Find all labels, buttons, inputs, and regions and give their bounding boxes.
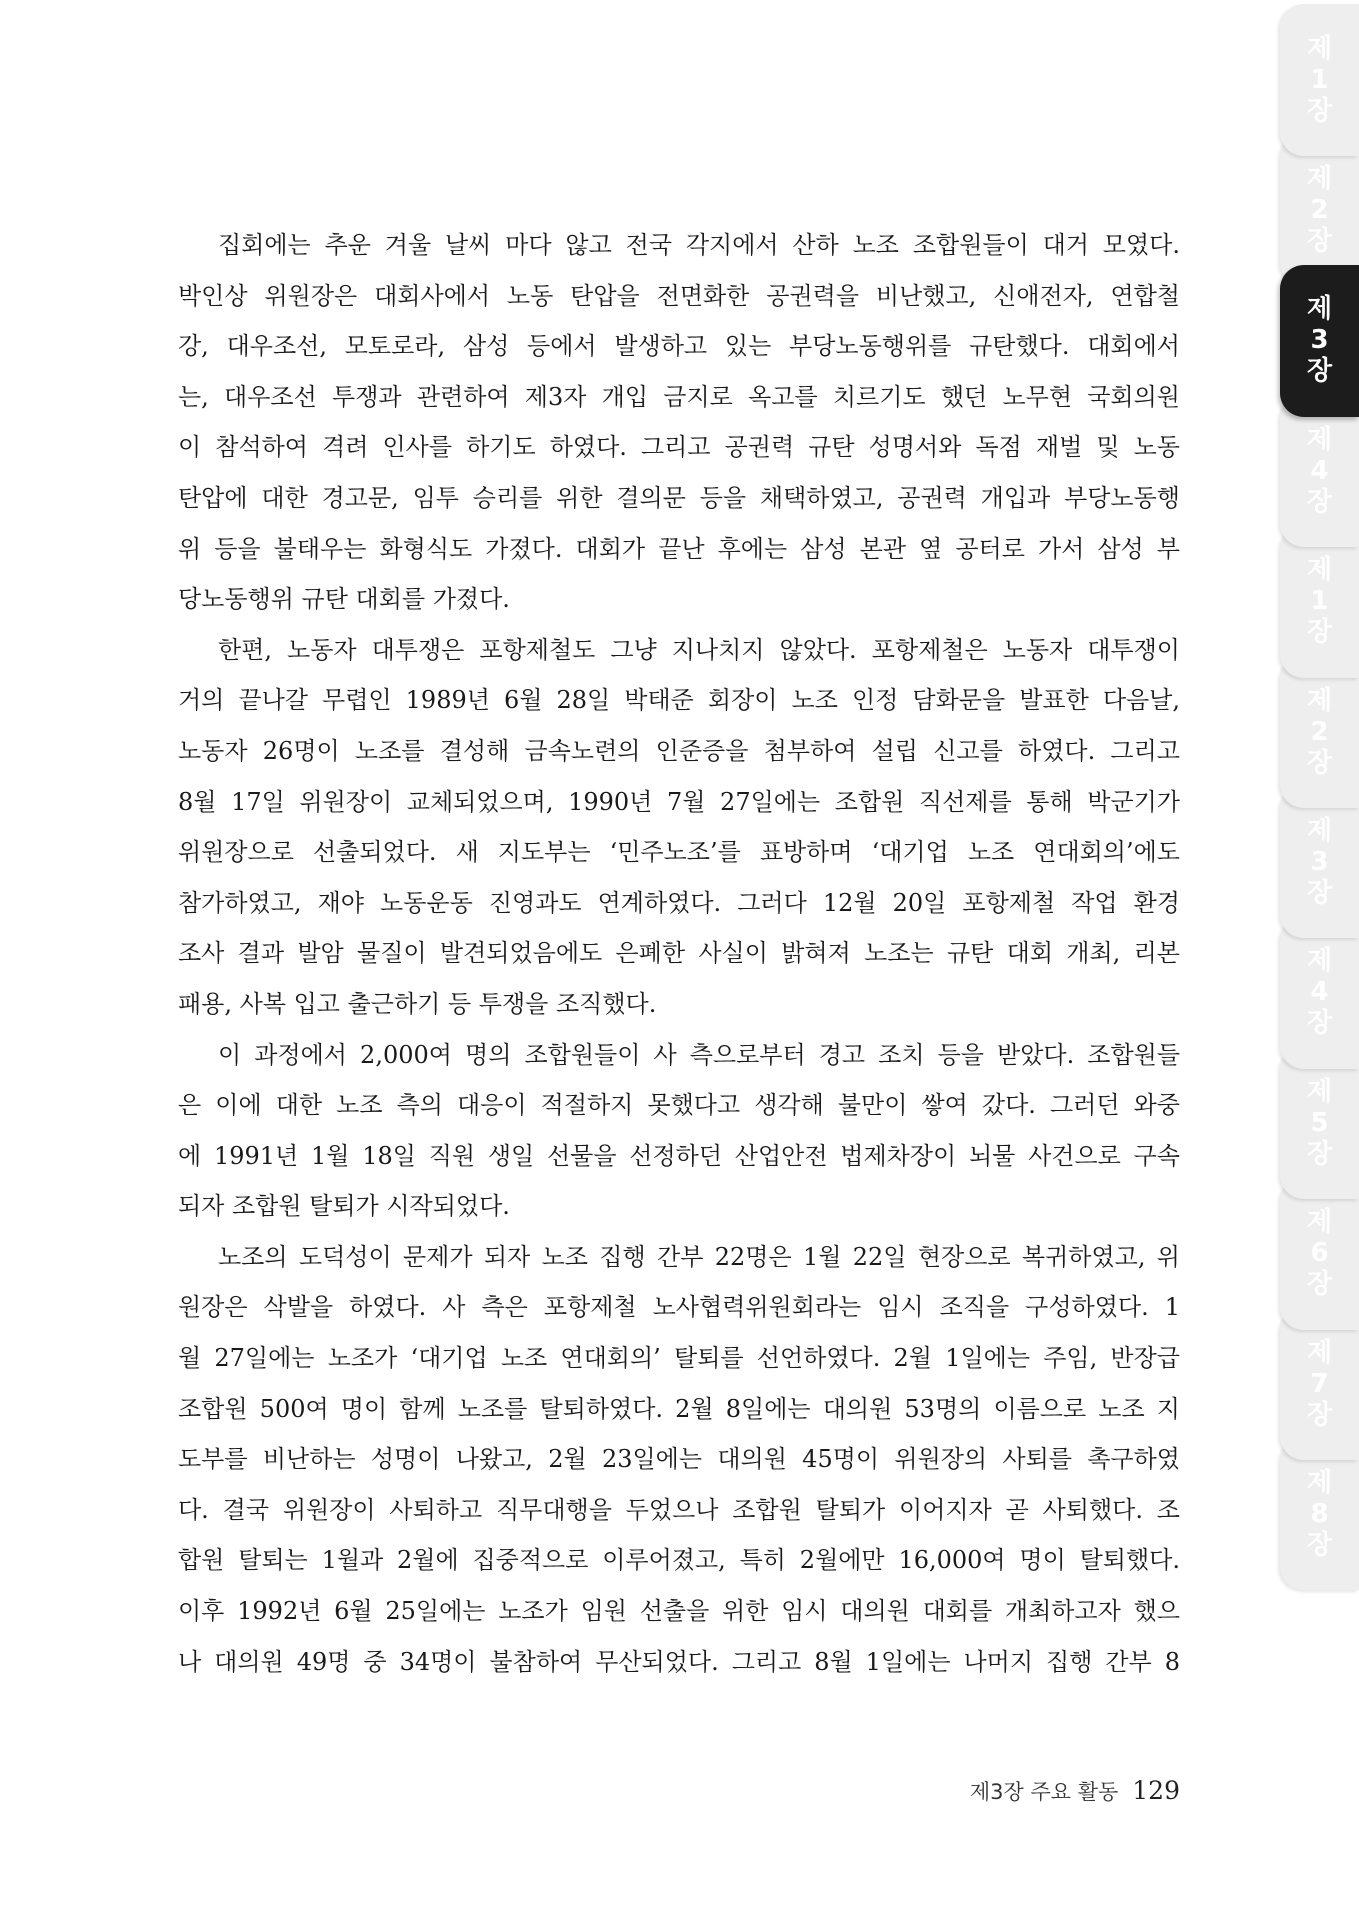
chapter-tab-char: 5 [1310, 1107, 1329, 1138]
text-line: 에 1991년 1월 18일 직원 생일 선물을 선정하던 산업안전 법제차장이 뇌물 사건으로 구속 [178, 1141, 1180, 1170]
chapter-tab-char: 4 [1310, 977, 1329, 1008]
chapter-tab-char: 3 [1310, 846, 1329, 877]
chapter-tab-char: 장 [1306, 617, 1333, 648]
chapter-tab-char: 제 [1306, 1467, 1333, 1498]
text-line: 한편, 노동자 대투쟁은 포항제철도 그냥 지나치지 않았다. 포항제철은 노동자 대투쟁이 [218, 635, 1180, 664]
body-text [178, 220, 1180, 1687]
text-line: 거의 끝나갈 무렵인 1989년 6월 28일 박태준 회장이 노조 인정 담화문을 발표한 다음날, [178, 686, 1180, 715]
text-line: 노동자 26명이 노조를 결성해 금속노련의 인준증을 첨부하여 설립 신고를 하였다. 그리고 [178, 736, 1180, 765]
text-line: 는, 대우조선 투쟁과 관련하여 제3자 개입 금지로 옥고를 치르기도 했던 노무현 국회의원 [178, 382, 1180, 411]
chapter-tabs [1280, 0, 1359, 1920]
text-line: 집회에는 추운 겨울 날씨 마다 않고 전국 각지에서 산하 노조 조합원들이 대거 모였다. [218, 231, 1180, 259]
text-line: 박인상 위원장은 대회사에서 노동 탄압을 전면화한 공권력을 비난했고, 신애전자, 연합철 [178, 281, 1180, 310]
chapter-tab-char: 제 [1306, 946, 1333, 977]
chapter-tab-char: 제 [1306, 1207, 1333, 1238]
chapter-tab-char: 장 [1306, 486, 1333, 517]
chapter-tab-char: 장 [1306, 1008, 1333, 1039]
chapter-tab-char: 장 [1306, 225, 1333, 256]
chapter-tab-7[interactable] [1280, 786, 1359, 938]
chapter-tab-char: 장 [1306, 1138, 1333, 1169]
chapter-tab-5[interactable] [1280, 526, 1359, 678]
chapter-tab-char: 장 [1306, 356, 1333, 387]
text-line: 은 이에 대한 노조 측의 대응이 적절하지 못했다고 생각해 불만이 쌓여 갔다. 그러던 와중 [178, 1091, 1180, 1120]
page-footer [840, 1776, 1180, 1806]
chapter-tab-char: 장 [1306, 1529, 1333, 1560]
chapter-tab-2[interactable] [1280, 134, 1359, 286]
chapter-tab-char: 제 [1306, 1337, 1333, 1368]
chapter-tab-char: 장 [1306, 1399, 1333, 1430]
chapter-tab-char: 8 [1310, 1498, 1329, 1529]
text-line: 도부를 비난하는 성명이 나왔고, 2월 23일에는 대의원 45명이 위원장의 사퇴를 촉구하였 [178, 1445, 1180, 1474]
text-line: 패용, 사복 입고 출근하기 등 투쟁을 조직했다. [178, 989, 657, 1018]
text-line: 되자 조합원 탈퇴가 시작되었다. [178, 1192, 510, 1221]
text-line: 탄압에 대한 경고문, 임투 승리를 위한 결의문 등을 채택하였고, 공권력 개입과 부당노동행 [178, 483, 1180, 512]
chapter-tab-char: 제 [1306, 294, 1333, 325]
chapter-tab-char: 7 [1310, 1368, 1329, 1399]
text-line: 위 등을 불태우는 화형식도 가졌다. 대회가 끝난 후에는 삼성 본관 옆 공터로 가서 삼성 부 [178, 534, 1180, 563]
chapter-tab-9[interactable] [1280, 1047, 1359, 1199]
text-line: 이후 1992년 6월 25일에는 노조가 임원 선출을 위한 임시 대의원 대회를 개최하고자 했으 [178, 1597, 1180, 1626]
text-line: 당노동행위 규탄 대회를 가졌다. [178, 585, 510, 614]
chapter-tab-char: 제 [1306, 163, 1333, 194]
text-line: 월 27일에는 노조가 ‘대기업 노조 연대회의’ 탈퇴를 선언하였다. 2월 1일에는 주임, 반장급 [178, 1344, 1180, 1373]
chapter-tab-char: 6 [1310, 1238, 1329, 1269]
chapter-tab-char: 제 [1306, 1076, 1333, 1107]
chapter-tab-char: 3 [1310, 325, 1329, 356]
chapter-tab-char: 제 [1306, 815, 1333, 846]
chapter-tab-char: 장 [1306, 747, 1333, 778]
chapter-tab-char: 장 [1306, 1269, 1333, 1300]
chapter-tab-1[interactable] [1280, 4, 1359, 156]
text-line: 참가하였고, 재야 노동운동 진영과도 연계하였다. 그러다 12월 20일 포항제철 작업 환경 [178, 888, 1180, 917]
chapter-tab-char: 1 [1310, 64, 1329, 95]
chapter-tab-12[interactable] [1280, 1438, 1359, 1590]
chapter-tab-4[interactable] [1280, 395, 1359, 547]
chapter-tab-char: 제 [1306, 33, 1333, 64]
chapter-tab-6[interactable] [1280, 656, 1359, 808]
chapter-tab-char: 제 [1306, 555, 1333, 586]
chapter-tab-8[interactable] [1280, 917, 1359, 1069]
chapter-tab-char: 4 [1310, 455, 1329, 486]
text-line: 원장은 삭발을 하였다. 사 측은 포항제철 노사협력위원회라는 임시 조직을 구성하였다. 1 [178, 1293, 1180, 1322]
text-line: 합원 탈퇴는 1월과 2월에 집중적으로 이루어졌고, 특히 2월에만 16,000여 명이 탈퇴했다. [178, 1546, 1180, 1575]
text-line: 조사 결과 발암 물질이 발견되었음에도 은폐한 사실이 밝혀져 노조는 규탄 대회 개최, 리본 [178, 939, 1180, 968]
text-line: 다. 결국 위원장이 사퇴하고 직무대행을 두었으나 조합원 탈퇴가 이어지자 곧 사퇴했다. 조 [178, 1495, 1180, 1524]
text-line: 위원장으로 선출되었다. 새 지도부는 ‘민주노조’를 표방하며 ‘대기업 노조 연대회의’에도 [178, 838, 1180, 867]
chapter-tab-char: 1 [1310, 586, 1329, 617]
chapter-tab-char: 2 [1310, 194, 1329, 225]
text-line: 강, 대우조선, 모토로라, 삼성 등에서 발생하고 있는 부당노동행위를 규탄했다. 대회에서 [178, 332, 1180, 361]
text-line: 이 참석하여 격려 인사를 하기도 하였다. 그리고 공권력 규탄 성명서와 독점 재벌 및 노동 [178, 433, 1180, 462]
chapter-tab-char: 장 [1306, 95, 1333, 126]
chapter-tab-char: 2 [1310, 716, 1329, 747]
running-footer-chapter: 제3장 주요 활동 [969, 1780, 1119, 1804]
text-line: 8월 17일 위원장이 교체되었으며, 1990년 7월 27일에는 조합원 직선제를 통해 박군기가 [178, 787, 1180, 816]
chapter-tab-char: 제 [1306, 685, 1333, 716]
page-number: 129 [1132, 1776, 1180, 1805]
text-line: 이 과정에서 2,000여 명의 조합원들이 사 측으로부터 경고 조치 등을 받았다. 조합원들 [218, 1040, 1180, 1069]
chapter-tab-char: 장 [1306, 877, 1333, 908]
text-line: 조합원 500여 명이 함께 노조를 탈퇴하였다. 2월 8일에는 대의원 53명의 이름으로 노조 지 [178, 1394, 1180, 1423]
chapter-tab-10[interactable] [1280, 1178, 1359, 1330]
chapter-tab-3[interactable] [1280, 265, 1359, 417]
chapter-tab-11[interactable] [1280, 1308, 1359, 1460]
chapter-tab-char: 제 [1306, 424, 1333, 455]
text-line: 노조의 도덕성이 문제가 되자 노조 집행 간부 22명은 1월 22일 현장으로 복귀하였고, 위 [218, 1242, 1180, 1271]
text-line: 나 대의원 49명 중 34명이 불참하여 무산되었다. 그리고 8월 1일에는 나머지 집행 간부 8 [178, 1647, 1180, 1676]
